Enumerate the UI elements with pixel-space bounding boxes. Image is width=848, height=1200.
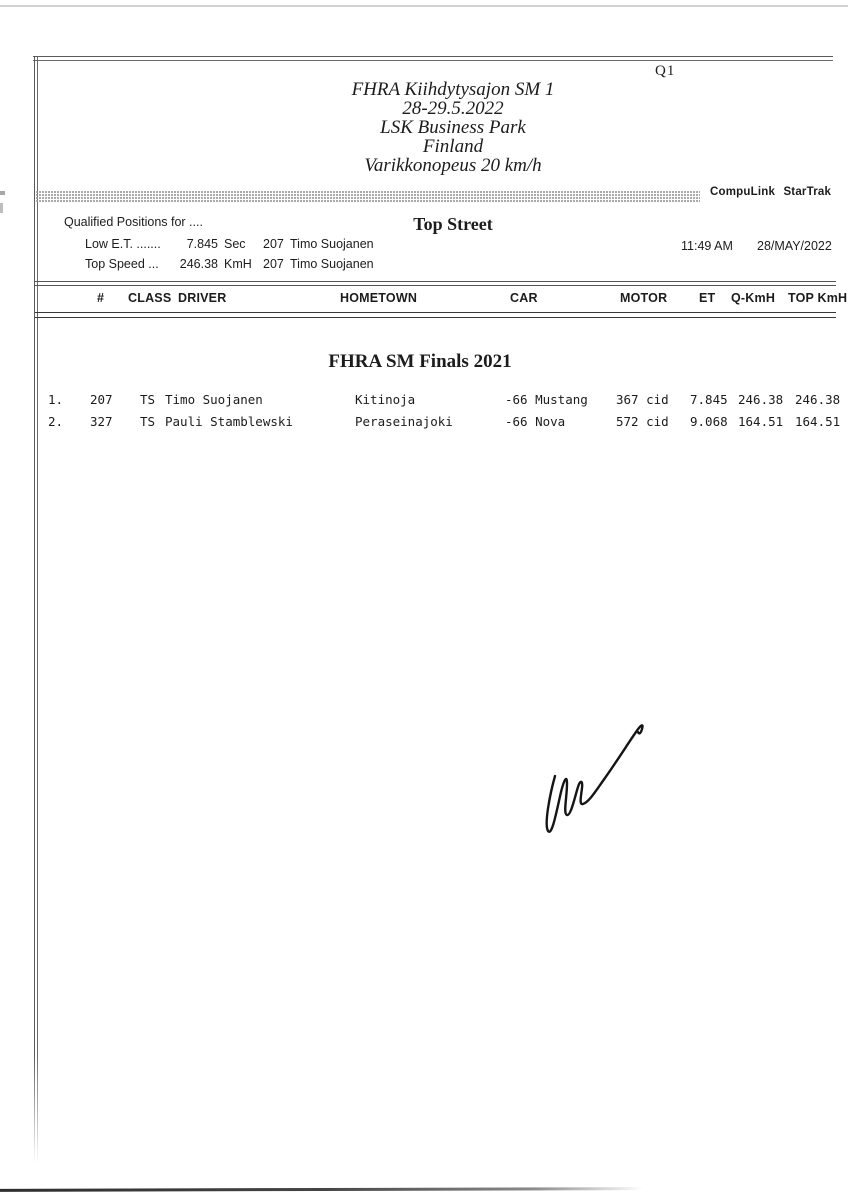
row-qkmh: 246.38: [738, 392, 784, 407]
row-car: -66 Nova: [505, 414, 566, 429]
event-header: [283, 80, 623, 175]
header-car: CAR: [510, 291, 538, 305]
print-time: 11:49 AM: [681, 239, 733, 253]
row-driver: Timo Suojanen: [165, 392, 263, 407]
row-hometown: Kitinoja: [355, 392, 416, 407]
row-topkmh: 164.51: [795, 414, 841, 429]
class-title: Top Street: [413, 214, 493, 234]
row-motor: 367 cid: [616, 392, 669, 407]
table-row: [0, 392, 848, 410]
row-hometown: Peraseinajoki: [355, 414, 453, 429]
row-car-number: 327: [90, 414, 113, 429]
row-qkmh: 164.51: [738, 414, 784, 429]
header-class: CLASS: [128, 291, 172, 305]
row-topkmh: 246.38: [795, 392, 841, 407]
event-venue: LSK Business Park: [380, 117, 526, 138]
top-speed-driver: Timo Suojanen: [290, 257, 374, 271]
row-class: TS: [140, 392, 156, 407]
event-country: Finland: [422, 136, 484, 157]
low-et-driver: Timo Suojanen: [290, 237, 374, 251]
table-rule-lower: [35, 312, 836, 318]
print-date: 28/MAY/2022: [757, 239, 832, 253]
top-speed-car-number: 207: [263, 257, 284, 271]
event-date: 28-29.5.2022: [402, 98, 504, 119]
row-class: TS: [140, 414, 156, 429]
row-position: 1.: [48, 392, 64, 407]
event-title: FHRA Kiihdytysajon SM 1: [351, 79, 555, 100]
row-car-number: 207: [90, 392, 113, 407]
event-note: Varikkonopeus 20 km/h: [364, 155, 542, 176]
low-et-line: [0, 237, 500, 253]
top-speed-label: Top Speed ...: [85, 257, 159, 271]
table-row: [0, 414, 848, 432]
low-et-unit: Sec: [224, 237, 246, 251]
header-topkmh: TOP KmH: [788, 291, 848, 305]
header-motor: MOTOR: [620, 291, 668, 305]
row-car: -66 Mustang: [505, 392, 588, 407]
halftone-band: [36, 191, 700, 202]
section-title: FHRA SM Finals 2021: [328, 351, 512, 372]
qualified-positions-label: Qualified Positions for ....: [64, 215, 203, 229]
signature-scribble: [543, 714, 648, 849]
header-driver: DRIVER: [178, 291, 227, 305]
page-border-left: [33, 56, 39, 1164]
top-speed-unit: KmH: [224, 257, 252, 271]
header-qkmh: Q-KmH: [731, 291, 776, 305]
scan-artifact: [0, 203, 3, 213]
row-position: 2.: [48, 414, 64, 429]
scan-edge-top: [0, 5, 848, 7]
header-hometown: HOMETOWN: [340, 291, 418, 305]
table-rule-upper: [35, 281, 836, 286]
session-label: Q1: [655, 63, 676, 79]
row-motor: 572 cid: [616, 414, 669, 429]
header-et: ET: [699, 291, 716, 305]
top-speed-value: 246.38: [179, 257, 218, 271]
header-number: #: [97, 291, 105, 305]
low-et-car-number: 207: [263, 237, 284, 251]
scan-artifact: [0, 191, 5, 195]
page-border-top: [33, 56, 833, 61]
row-driver: Pauli Stamblewski: [165, 414, 293, 429]
top-speed-line: [0, 257, 500, 273]
scan-edge-bottom: [0, 1187, 650, 1192]
low-et-label: Low E.T. .......: [85, 237, 161, 251]
row-et: 9.068: [690, 414, 728, 429]
timing-system-brand: CompuLink StarTrak: [710, 186, 832, 198]
low-et-value: 7.845: [186, 237, 218, 251]
row-et: 7.845: [690, 392, 728, 407]
